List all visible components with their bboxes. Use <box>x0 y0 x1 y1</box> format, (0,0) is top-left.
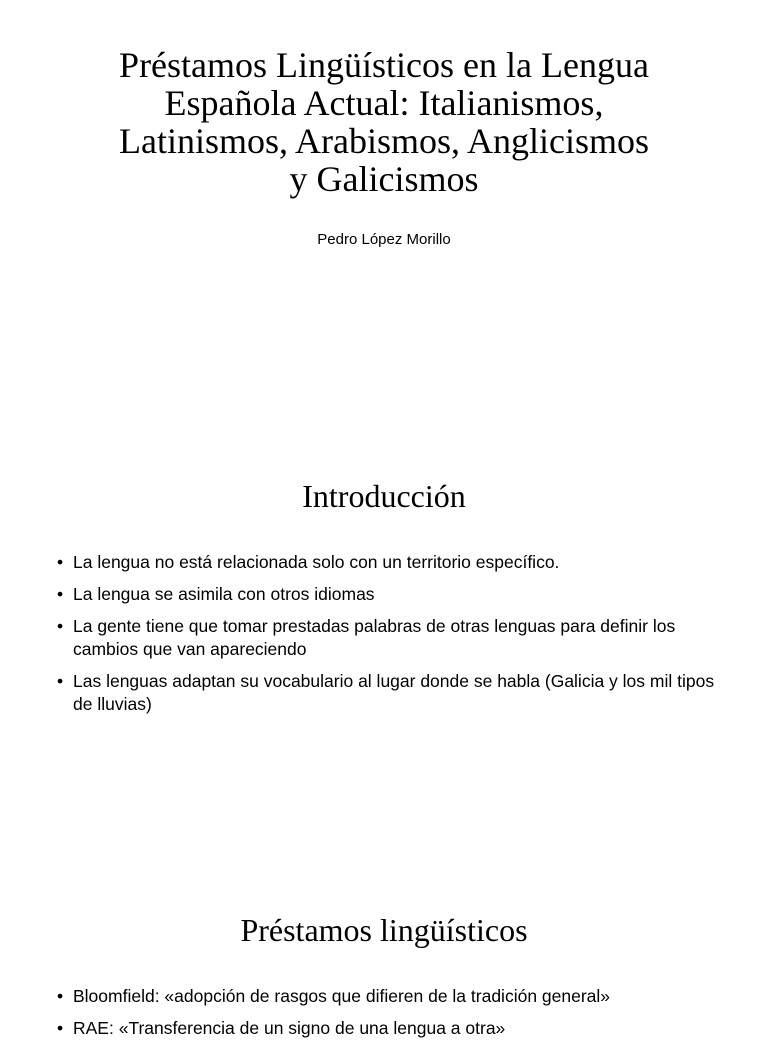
linguistic-loans-bullet-list <box>57 985 717 1049</box>
title-slide <box>0 0 768 420</box>
bullet-text: Bloomfield: «adopción de rasgos que difieren de la tradición general» <box>73 986 611 1006</box>
introduction-heading: Introducción <box>302 478 466 514</box>
title-line: Latinismos, Arabismos, Anglicismos <box>118 121 649 161</box>
bullet-text: La lengua se asimila con otros idiomas <box>73 584 375 604</box>
list-item <box>57 1017 717 1040</box>
linguistic-loans-heading: Préstamos lingüísticos <box>240 912 528 948</box>
bullet-icon: • <box>57 671 64 691</box>
bullet-icon: • <box>57 1018 64 1038</box>
presentation-title <box>40 46 728 198</box>
bullet-icon: • <box>57 552 64 572</box>
bullet-icon: • <box>57 584 64 604</box>
bullet-icon: • <box>57 986 64 1006</box>
author-name: Pedro López Morillo <box>317 231 451 248</box>
bullet-text: RAE: «Transferencia de un signo de una lengua a otra» <box>73 1018 506 1038</box>
introduction-bullet-list <box>57 551 717 725</box>
title-line: Española Actual: Italianismos, <box>164 83 604 123</box>
bullet-text: La gente tiene que tomar prestadas palabras de otras lenguas para definir los cambios que van apareciendo <box>73 616 676 659</box>
list-item <box>57 583 717 606</box>
title-line: y Galicismos <box>289 159 479 199</box>
list-item <box>57 985 717 1008</box>
bullet-text: La lengua no está relacionada solo con un territorio específico. <box>73 552 560 572</box>
bullet-icon: • <box>57 616 64 636</box>
bullet-text: Las lenguas adaptan su vocabulario al lugar donde se habla (Galicia y los mil tipos de lluvias) <box>73 671 715 714</box>
list-item <box>57 551 717 574</box>
list-item <box>57 670 717 716</box>
title-line: Préstamos Lingüísticos en la Lengua <box>119 45 649 85</box>
list-item <box>57 615 717 661</box>
